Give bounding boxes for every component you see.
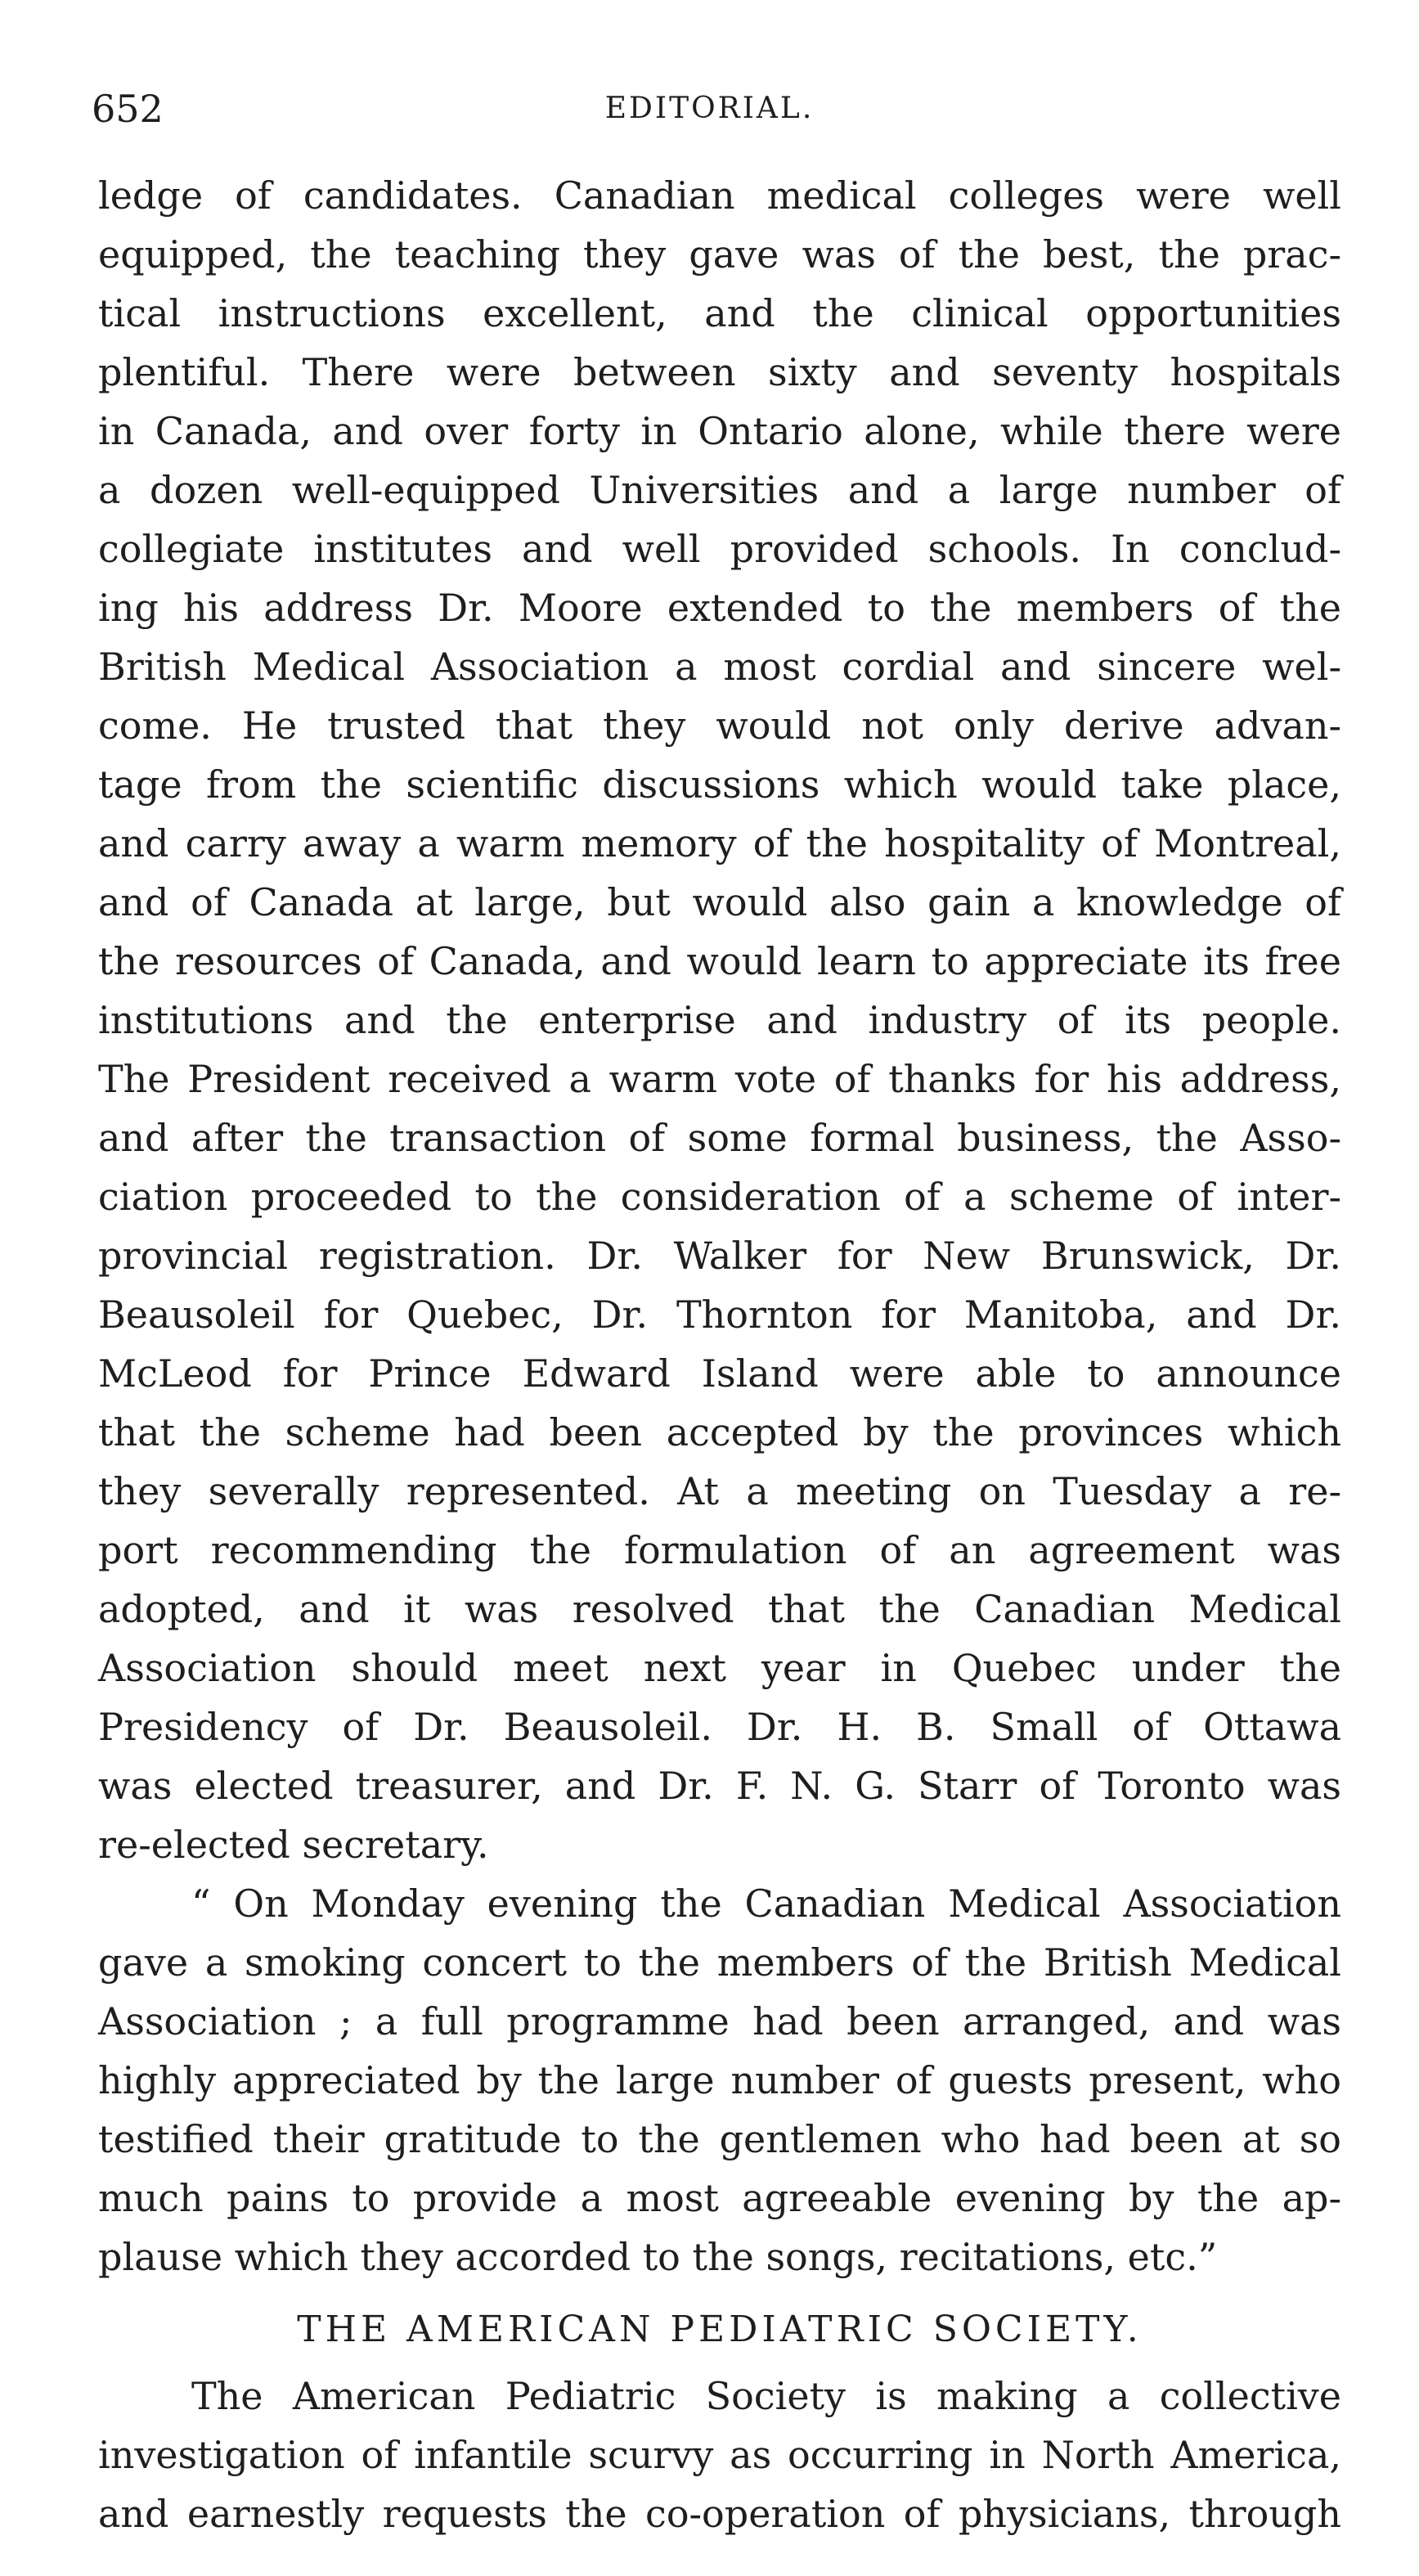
text-line: and after the transaction of some formal business, the Asso- (98, 1116, 1341, 1160)
text-line: ledge of candidates. Canadian medical colleges were well (98, 173, 1341, 218)
text-line: in Canada, and over forty in Ontario alone, while there were (98, 409, 1341, 453)
text-line: equipped, the teaching they gave was of the best, the prac- (98, 232, 1341, 276)
text-line: highly appreciated by the large number of guests present, who (98, 2058, 1341, 2102)
text-line: re-elected secretary. (98, 1823, 489, 1867)
text-line: Presidency of Dr. Beausoleil. Dr. H. B. Small of Ottawa (98, 1705, 1341, 1749)
paragraph-smoking-concert (98, 1874, 1341, 2286)
text-line: much pains to provide a most agreeable evening by the ap- (98, 2176, 1341, 2220)
text-line: was elected treasurer, and Dr. F. N. G. Starr of Toronto was (98, 1764, 1341, 1808)
text-line: plause which they accorded to the songs, recitations, etc.” (98, 2235, 1218, 2279)
text-line: and of Canada at large, but would also gain a knowledge of (98, 880, 1341, 924)
paragraph-annual-meeting (98, 166, 1341, 1874)
text-line: and earnestly requests the co-operation of physicians, through (98, 2492, 1341, 2536)
text-line: institutions and the enterprise and industry of its people. (98, 998, 1341, 1042)
text-line: Association should meet next year in Quebec under the (98, 1646, 1341, 1690)
section-heading: THE AMERICAN PEDIATRIC SOCIETY. (297, 2309, 1143, 2350)
page-number: 652 (92, 87, 164, 131)
section-american-pediatric-society (98, 2293, 1341, 2543)
text-line: that the scheme had been accepted by the provinces which (98, 1410, 1341, 1454)
text-line: testified their gratitude to the gentlemen who had been at so (98, 2117, 1341, 2161)
running-head: EDITORIAL. (604, 92, 815, 125)
text-line: adopted, and it was resolved that the Canadian Medical (98, 1587, 1341, 1631)
text-line: ciation proceeded to the consideration of a scheme of inter- (98, 1175, 1341, 1219)
text-line: tical instructions excellent, and the clinical opportunities (98, 291, 1341, 335)
text-line: the resources of Canada, and would learn to appreciate its free (98, 939, 1341, 983)
text-line: plentiful. There were between sixty and seventy hospitals (98, 350, 1341, 394)
text-line: Beausoleil for Quebec, Dr. Thornton for Manitoba, and Dr. (98, 1292, 1341, 1337)
text-line: tage from the scientific discussions which would take place, (98, 762, 1341, 807)
text-line: McLeod for Prince Edward Island were able to announce (98, 1351, 1341, 1396)
text-line: British Medical Association a most cordial and sincere wel- (98, 645, 1341, 689)
text-line: they severally represented. At a meeting on Tuesday a re- (98, 1469, 1341, 1513)
text-line: come. He trusted that they would not only derive advan- (98, 704, 1341, 748)
text-line: a dozen well-equipped Universities and a large number of (98, 468, 1341, 512)
text-line: port recommending the formulation of an agreement was (98, 1528, 1341, 1572)
article-body (98, 166, 1341, 2543)
text-line: collegiate institutes and well provided schools. In conclud- (98, 527, 1341, 571)
text-line: provincial registration. Dr. Walker for New Brunswick, Dr. (98, 1234, 1341, 1278)
text-line: investigation of infantile scurvy as occurring in North America, (98, 2433, 1341, 2477)
page-header (0, 80, 1419, 137)
text-line: gave a smoking concert to the members of the British Medical (98, 1940, 1341, 1985)
text-line: The President received a warm vote of thanks for his address, (98, 1057, 1341, 1101)
text-line: ing his address Dr. Moore extended to the members of the (98, 586, 1341, 630)
text-line: Association ; a full programme had been arranged, and was (98, 1999, 1341, 2043)
text-line: The American Pediatric Society is making a collective (191, 2374, 1341, 2418)
text-line: and carry away a warm memory of the hospitality of Montreal, (98, 821, 1341, 865)
text-line: “ On Monday evening the Canadian Medical Association (191, 1881, 1341, 1926)
